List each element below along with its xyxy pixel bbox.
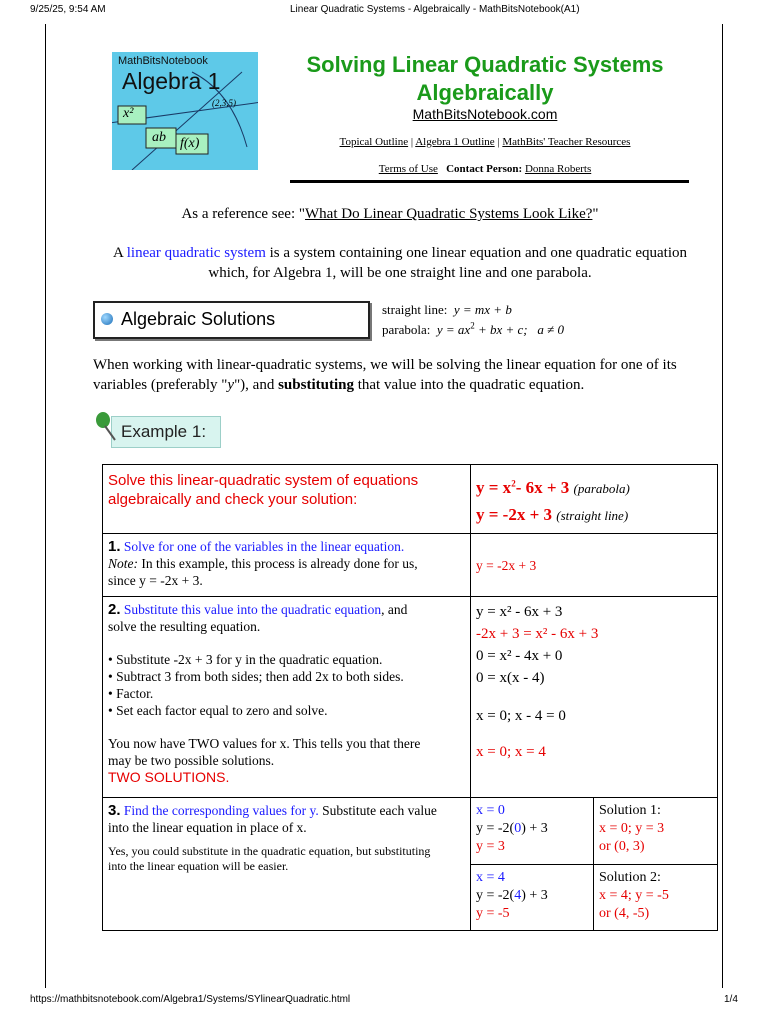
bullet-icon: [101, 313, 113, 325]
sol2-point: or (4, -5): [599, 905, 650, 921]
sol1-label: Solution 1:: [599, 803, 661, 818]
solution2-result: [594, 864, 718, 931]
step1-heading: Solve for one of the variables in the linear equation.: [123, 539, 405, 554]
step2-conclusion: You now have TWO values for x. This tells you that there: [108, 736, 421, 751]
algebra-outline-link[interactable]: Algebra 1 Outline: [415, 136, 495, 148]
sol1-x: x = 0: [476, 803, 505, 818]
step2-bullet: • Subtract 3 from both sides; then add 2x to both sides.: [108, 669, 404, 684]
reference-prefix: As a reference see: ": [181, 206, 305, 222]
nav-separator: |: [408, 136, 416, 148]
step1-note: In this example, this process is already done for us,: [138, 556, 418, 571]
sol2-calc-a: y = -2(: [476, 887, 515, 903]
print-page-number: 1/4: [724, 994, 738, 1005]
two-solutions-label: TWO SOLUTIONS.: [108, 769, 230, 785]
parabola-eq-a: y = ax: [436, 322, 471, 337]
parabola-note: (parabola): [573, 481, 630, 496]
algebra-logo[interactable]: [112, 52, 258, 170]
sol1-point: or (0, 3): [599, 839, 645, 854]
line-equation: y = mx + b: [453, 302, 512, 317]
section-title: Algebraic Solutions: [121, 309, 276, 329]
parabola-eq-b: + bx + c;: [474, 322, 528, 337]
table-row: [103, 465, 718, 534]
work-line: x = 0; x = 4: [476, 744, 546, 760]
sol2-y: y = -5: [476, 905, 510, 921]
prompt-text: Solve this linear-quadratic system of equations algebraically and check your solution:: [108, 472, 419, 508]
step2-bullet: • Factor.: [108, 686, 154, 701]
sol1-calc-b: ) + 3: [521, 821, 548, 836]
step3-number: 3.: [108, 802, 121, 819]
step1-work: [471, 534, 718, 597]
working-var: y: [227, 377, 235, 393]
step3-heading2: into the linear equation in place of x.: [108, 820, 307, 835]
step2-bullet: • Substitute -2x + 3 for y in the quadratic equation.: [108, 652, 383, 667]
step1-cell: [103, 534, 471, 597]
work-line: -2x + 3 = x² - 6x + 3: [476, 626, 599, 642]
step2-heading: Substitute this value into the quadratic equation: [123, 602, 382, 617]
table-row: [103, 798, 718, 865]
step1-note-label: Note:: [108, 556, 138, 571]
table-row: [103, 534, 718, 597]
reference-suffix: ": [592, 206, 599, 222]
terms-link[interactable]: Terms of Use: [378, 163, 438, 175]
example-table: [102, 464, 718, 931]
page-title: Solving Linear Quadratic Systems: [306, 52, 664, 77]
contact-link[interactable]: Donna Roberts: [524, 163, 592, 175]
equation-parabola: y = x: [476, 478, 512, 497]
sol2-calc-b: ) + 3: [521, 887, 548, 903]
form-reference: straight line: y = mx + b parabola: $y = ax^2$ + bx + c; a ≠ 0: [382, 302, 564, 337]
step2-conclusion2: may be two possible solutions.: [108, 753, 275, 768]
solution1-result: [594, 798, 718, 865]
sol2-pair: x = 4; y = -5: [599, 887, 669, 903]
contact-row: [270, 163, 700, 175]
step2-work: [471, 597, 718, 798]
title-rule: [290, 180, 689, 183]
step2-heading2: solve the resulting equation.: [108, 619, 261, 634]
logo-course: Algebra 1: [122, 68, 221, 94]
nav-links: [270, 136, 700, 148]
teacher-resources-link[interactable]: MathBits' Teacher Resources: [502, 136, 631, 148]
step1-work-text: y = -2x + 3: [476, 557, 537, 573]
page-title-line2: Algebraically: [416, 80, 554, 105]
sol1-calc-a: y = -2(: [476, 821, 515, 836]
step3-cell: [103, 798, 471, 931]
sol2-label: Solution 2:: [599, 869, 661, 885]
equation-parabola-rest: - 6x + 3: [515, 478, 570, 497]
step2-bullet: • Set each factor equal to zero and solve.: [108, 703, 328, 718]
work-line: 0 = x(x - 4): [476, 670, 545, 686]
logo-tile-ab: ab: [152, 130, 166, 145]
step3-heading-rest: Substitute each value: [318, 803, 437, 818]
intro-pre: A: [112, 245, 127, 261]
step2-cell: [103, 597, 471, 798]
print-url: https://mathbitsnotebook.com/Algebra1/Systems/SYlinearQuadratic.html: [30, 994, 351, 1005]
working-line2b: "), and: [234, 377, 279, 393]
system-cell: $y = x^2-$ 6x + 3 (parabola) y = -2x + 3 (straight line): [471, 465, 718, 534]
parabola-condition: a ≠ 0: [537, 322, 564, 337]
prompt-cell: [103, 465, 471, 534]
line-note: (straight line): [556, 508, 629, 523]
print-title: Linear Quadratic Systems - Algebraically - MathBitsNotebook(A1): [290, 4, 580, 15]
line-label: straight line:: [382, 302, 448, 317]
print-datetime: 9/25/25, 9:54 AM: [30, 4, 106, 15]
step1-note2: since y = -2x + 3.: [108, 573, 203, 588]
step3-heading: Find the corresponding values for y.: [123, 803, 319, 818]
example-badge: [93, 410, 221, 448]
equation-line: y = -2x + 3: [476, 505, 553, 524]
intro-paragraph: [60, 243, 740, 283]
step2-number: 2.: [108, 601, 121, 618]
sol1-calc-v: 0: [514, 821, 522, 836]
pushpin-icon: [93, 410, 119, 444]
logo-site: MathBitsNotebook: [118, 55, 208, 67]
parabola-label: parabola:: [382, 322, 431, 337]
intro-term: linear quadratic system: [126, 245, 266, 261]
frame-left: [45, 24, 46, 988]
logo-tile-x2: x²: [123, 106, 134, 121]
reference-line: [40, 206, 740, 223]
working-line1: When working with linear-quadratic systems, we will be solving the linear equation for one of its: [93, 357, 677, 373]
section-header: [93, 301, 370, 339]
sol2-x: x = 4: [476, 869, 505, 885]
topical-outline-link[interactable]: Topical Outline: [339, 136, 409, 148]
nav-separator: |: [494, 136, 503, 148]
work-line: 0 = x² - 4x + 0: [476, 648, 563, 664]
intro-line2: which, for Algebra 1, will be one straight line and one parabola.: [208, 265, 592, 281]
table-row: [103, 597, 718, 798]
working-paragraph: [93, 355, 733, 395]
frame-right: [722, 24, 723, 988]
sol1-y: y = 3: [476, 839, 505, 854]
site-link[interactable]: MathBitsNotebook.com: [412, 106, 558, 122]
solution2-work: [471, 864, 594, 931]
work-line: y = x² - 6x + 3: [476, 604, 563, 620]
step3-aside: Yes, you could substitute in the quadratic equation, but substituting: [108, 844, 431, 858]
intro-rest: is a system containing one linear equation and one quadratic equation: [265, 245, 687, 261]
step1-number: 1.: [108, 538, 121, 555]
work-line: x = 0; x - 4 = 0: [476, 708, 566, 724]
reference-link[interactable]: What Do Linear Quadratic Systems Look Like?: [305, 206, 593, 222]
step3-aside2: into the linear equation will be easier.: [108, 859, 289, 873]
example-label: Example 1:: [121, 422, 207, 441]
solution1-work: [471, 798, 594, 865]
sol2-calc-v: 4: [514, 887, 522, 903]
step2-heading-rest: , and: [381, 602, 408, 617]
sol1-pair: x = 0; y = 3: [599, 821, 665, 836]
logo-tile-points: (2,3,5): [212, 98, 236, 108]
working-bold: substituting: [278, 377, 354, 393]
contact-label: Contact Person:: [446, 163, 523, 175]
working-line2a: variables (preferably ": [93, 377, 228, 393]
logo-tile-fx: f(x): [180, 136, 200, 151]
working-line2c: that value into the quadratic equation.: [353, 377, 585, 393]
